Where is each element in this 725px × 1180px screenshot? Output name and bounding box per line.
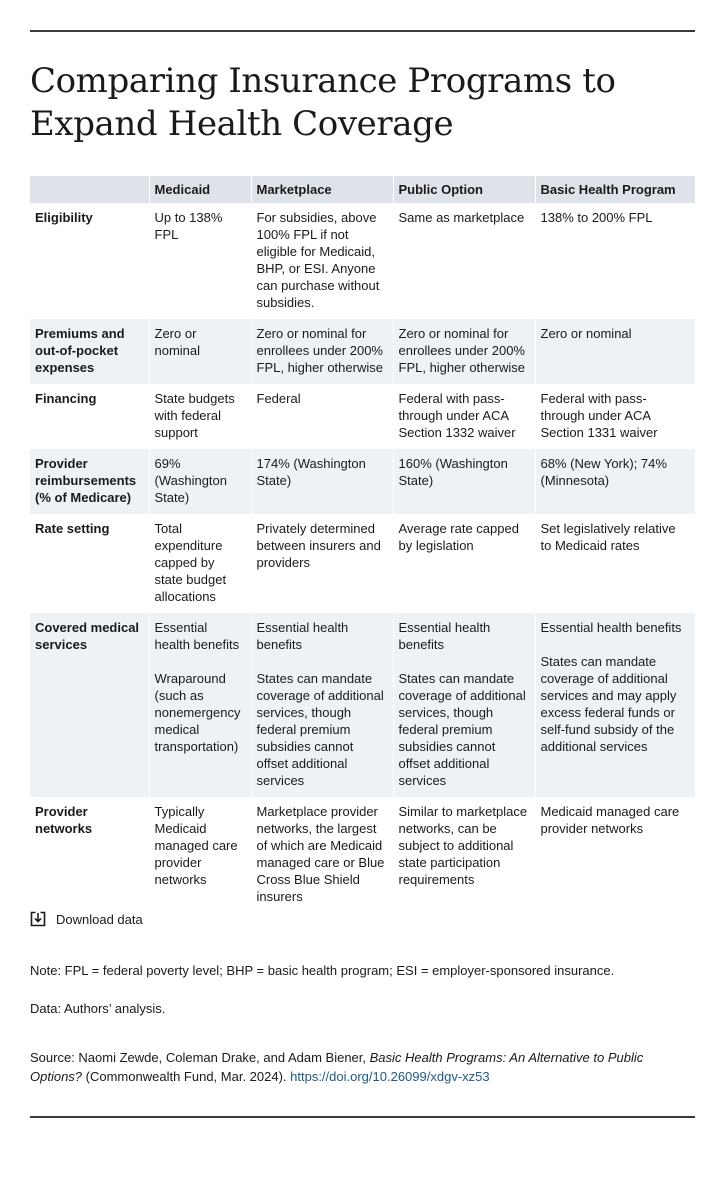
paragraph-gap — [257, 653, 388, 670]
table-row — [30, 203, 695, 319]
source-citation — [30, 1048, 670, 1086]
paragraph-gap — [541, 636, 690, 653]
table-row — [30, 384, 695, 449]
table-cell — [393, 797, 535, 913]
cell-text: Medicaid managed care provider networks — [540, 804, 680, 836]
cell-text: Zero or nominal — [540, 326, 632, 341]
paragraph-gap — [399, 653, 530, 670]
data-source-text: Data: Authors’ analysis. — [30, 1001, 166, 1016]
cell-text: Zero or nominal — [154, 326, 201, 358]
table-row — [30, 514, 695, 613]
table-cell — [251, 797, 393, 913]
cell-text: Federal with pass-through under ACA Section 1331 waiver — [540, 391, 658, 440]
cell-text: Essential health benefits — [540, 620, 682, 635]
page-title: Comparing Insurance Programs to Expand Health Coverage — [30, 61, 616, 144]
source-title: Basic Health Programs: An Alternative to Public Options? — [30, 1050, 644, 1084]
cell-text: 138% to 200% FPL — [540, 210, 653, 225]
column-header: Basic Health Program — [535, 176, 695, 203]
column-header: Medicaid — [149, 176, 251, 203]
column-header: Public Option — [393, 176, 535, 203]
table-row — [30, 319, 695, 384]
row-label: Rate setting — [30, 514, 149, 613]
doi-link[interactable]: https://doi.org/10.26099/xdgv-xz53 — [290, 1069, 490, 1084]
cell-text: States can mandate coverage of additional services and may apply excess federal funds or self-fund subsidy of the additional services — [540, 654, 677, 754]
top-rule — [30, 30, 695, 32]
table-cell — [149, 613, 251, 797]
cell-text: 160% (Washington State) — [398, 456, 508, 488]
cell-text: Similar to marketplace networks, can be subject to additional state participation requirements — [398, 804, 528, 887]
cell-text: Wraparound (such as nonemergency medical transportation) — [154, 671, 241, 754]
table-cell — [535, 384, 695, 449]
cell-text: Federal with pass-through under ACA Section 1332 waiver — [398, 391, 516, 440]
note-text: Note: FPL = federal poverty level; BHP = basic health program; ESI = employer-sponsored insurance. — [30, 963, 615, 978]
table-cell — [251, 613, 393, 797]
row-label: Covered medical services — [30, 613, 149, 797]
cell-text: Federal — [256, 391, 301, 406]
cell-text: Average rate capped by legislation — [398, 521, 519, 553]
table-cell — [251, 203, 393, 319]
cell-text: Up to 138% FPL — [154, 210, 223, 242]
table-row — [30, 449, 695, 514]
cell-text: 68% (New York); 74% (Minnesota) — [540, 456, 667, 488]
source-suffix: (Commonwealth Fund, Mar. 2024). — [82, 1069, 291, 1084]
cell-text: Typically Medicaid managed care provider networks — [154, 804, 238, 887]
table-header-row — [30, 176, 695, 203]
table-cell — [149, 203, 251, 319]
table-cell — [393, 319, 535, 384]
table-cell — [393, 384, 535, 449]
cell-text: 69% (Washington State) — [154, 456, 227, 505]
cell-text: Same as marketplace — [398, 210, 525, 225]
cell-text: For subsidies, above 100% FPL if not eligible for Medicaid, BHP, or ESI. Anyone can purchase without subsidies. — [256, 210, 380, 310]
row-label: Provider reimbursements (% of Medicare) — [30, 449, 149, 514]
cell-text: Zero or nominal for enrollees under 200% FPL, higher otherwise — [256, 326, 383, 375]
cell-text: Essential health benefits — [256, 620, 349, 652]
cell-text: Essential health benefits — [154, 620, 240, 652]
table-cell — [535, 613, 695, 797]
cell-text: Privately determined between insurers and providers — [256, 521, 381, 570]
cell-text: Essential health benefits — [398, 620, 491, 652]
table-cell — [251, 384, 393, 449]
table-row — [30, 797, 695, 913]
cell-text: States can mandate coverage of additional services, though federal premium subsidies cannot offset additional services — [398, 671, 526, 788]
cell-text: State budgets with federal support — [154, 391, 235, 440]
column-header: Marketplace — [251, 176, 393, 203]
table-cell — [393, 613, 535, 797]
table-cell — [149, 449, 251, 514]
row-label: Premiums and out-of-pocket expenses — [30, 319, 149, 384]
table-cell — [535, 797, 695, 913]
bottom-rule — [30, 1116, 695, 1118]
table-cell — [149, 384, 251, 449]
header-corner — [30, 176, 149, 203]
table-cell — [393, 203, 535, 319]
download-data-button[interactable] — [30, 911, 143, 927]
cell-text: 174% (Washington State) — [256, 456, 366, 488]
table-cell — [535, 514, 695, 613]
comparison-table — [30, 176, 696, 913]
row-label: Eligibility — [30, 203, 149, 319]
cell-text: Marketplace provider networks, the largest of which are Medicaid managed care or Blue Cross Blue Shield insurers — [256, 804, 385, 904]
table-cell — [149, 797, 251, 913]
cell-text: Zero or nominal for enrollees under 200% FPL, higher otherwise — [398, 326, 525, 375]
table-cell — [251, 514, 393, 613]
source-prefix: Source: Naomi Zewde, Coleman Drake, and Adam Biener, — [30, 1050, 370, 1065]
table-cell — [393, 514, 535, 613]
table-cell — [149, 319, 251, 384]
paragraph-gap — [155, 653, 246, 670]
download-data-label: Download data — [56, 911, 143, 927]
table-cell — [251, 449, 393, 514]
download-icon — [30, 911, 46, 927]
table-cell — [535, 319, 695, 384]
table-cell — [149, 514, 251, 613]
cell-text: Set legislatively relative to Medicaid rates — [540, 521, 676, 553]
table-cell — [535, 449, 695, 514]
cell-text: States can mandate coverage of additional services, though federal premium subsidies cannot offset additional services — [256, 671, 384, 788]
table-cell — [535, 203, 695, 319]
table-body — [30, 203, 695, 913]
table-cell — [251, 319, 393, 384]
row-label: Provider networks — [30, 797, 149, 913]
cell-text: Total expenditure capped by state budget allocations — [154, 521, 227, 604]
table-cell — [393, 449, 535, 514]
table-row — [30, 613, 695, 797]
row-label: Financing — [30, 384, 149, 449]
